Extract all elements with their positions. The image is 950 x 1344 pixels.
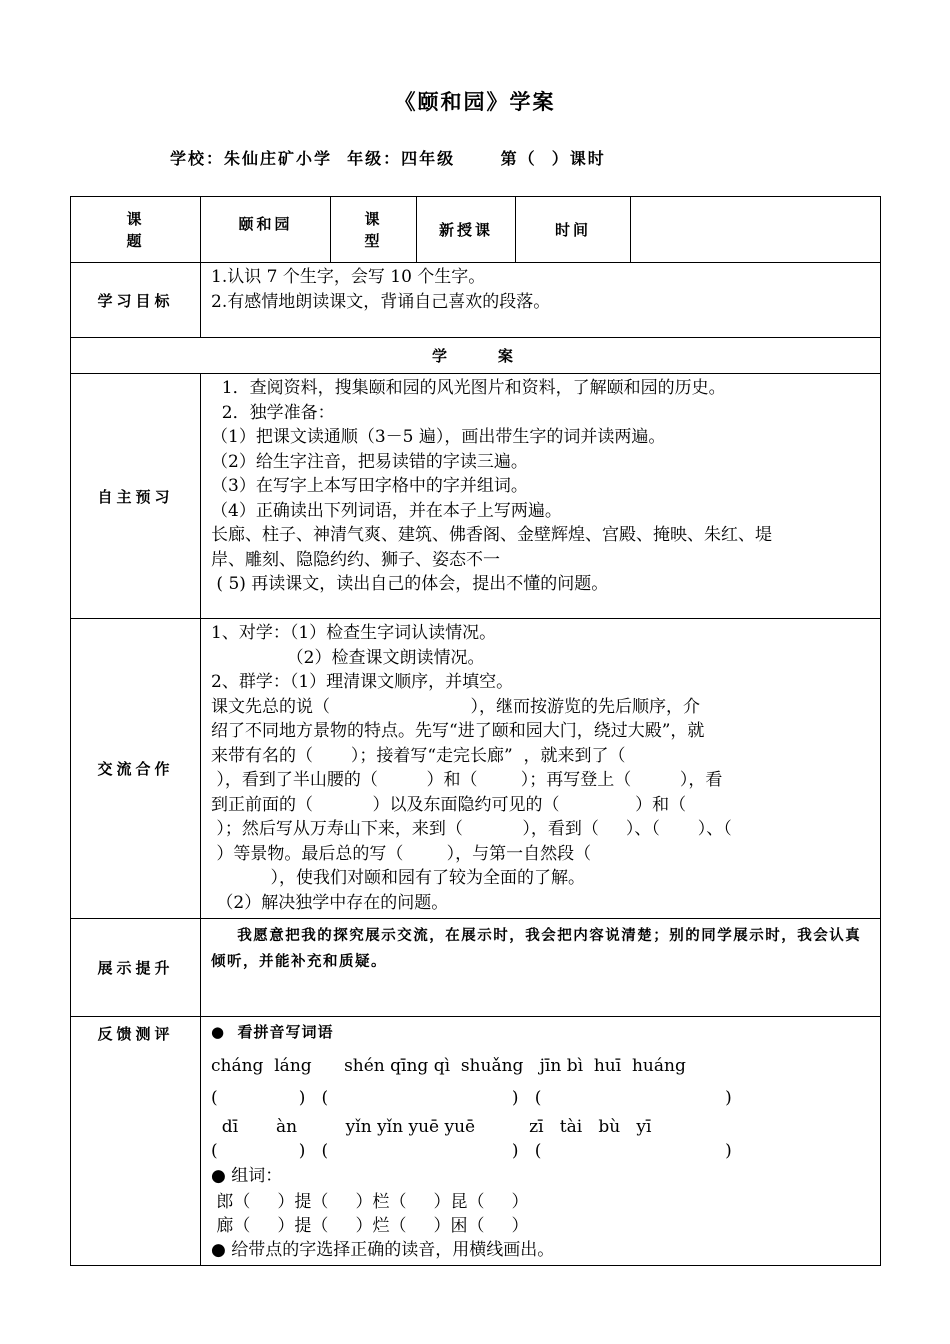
self-study-line: （4）正确读出下列词语，并在本子上写两遍。 <box>211 500 562 521</box>
cooperation-line: （2）解决独学中存在的问题。 <box>211 892 449 913</box>
type-label: 课 型 <box>364 209 383 250</box>
cooperation-label-cell <box>71 619 201 919</box>
section-title-cell <box>71 338 881 374</box>
self-study-label: 自主预习 <box>97 487 174 506</box>
school-info-line: 学校：朱仙庄矿小学 年级：四年级 第（ ）课时 <box>170 149 606 168</box>
self-study-line: （3）在写字上本写田字格中的字并组词。 <box>211 476 528 496</box>
self-study-line: 2．独学准备： <box>211 402 335 423</box>
self-study-line: 长廊、柱子、神清气爽、建筑、佛香阁、金壁辉煌、宫殿、掩映、朱红、堤 <box>211 525 772 545</box>
time-label-cell <box>516 197 631 263</box>
presentation-content <box>201 919 881 1017</box>
topic-value: 颐和园 <box>238 215 293 233</box>
type-value-cell <box>417 197 516 263</box>
presentation-label-cell <box>71 919 201 1017</box>
section-title: 学 案 <box>432 347 519 365</box>
pinyin-row-2: dī àn yǐn yǐn yuē yuē zī tài bù yī <box>211 1117 652 1137</box>
cooperation-line: 绍了不同地方景物的特点。先写“进了颐和园大门，绕过大殿”，就 <box>211 721 705 741</box>
pronunciation-instruction: ● 给带点的字选择正确的读音，用横线画出。 <box>211 1240 555 1260</box>
self-study-line: 岸、雕刻、隐隐约约、狮子、姿态不一 <box>211 549 500 570</box>
pinyin-row-1: cháng láng shén qīng qì shuǎng jīn bì huī huáng <box>211 1056 686 1076</box>
topic-label-cell <box>71 197 201 263</box>
self-study-line: （2）给生字注音，把易读错的字读三遍。 <box>211 451 528 472</box>
lesson-plan-table <box>70 196 881 1266</box>
cooperation-line: 1、对学：（1）检查生字词认读情况。 <box>211 623 497 643</box>
cooperation-label: 交流合作 <box>97 760 174 778</box>
group-words-row-1: 郎（ ）提（ ）栏（ ）昆（ ） <box>211 1192 529 1212</box>
presentation-label: 展示提升 <box>97 959 174 977</box>
cooperation-line: ），看到了半山腰的（ ）和（ ）；再写登上（ ），看 <box>211 770 723 790</box>
cooperation-line: ）；然后写从万寿山下来，来到（ ），看到（ ）、（ ）、（ <box>211 819 732 839</box>
feedback-label-cell <box>71 1017 201 1266</box>
self-study-line: 1．查阅资料，搜集颐和园的风光图片和资料，了解颐和园的历史。 <box>211 378 726 398</box>
goals-content <box>201 263 881 338</box>
type-value: 新授课 <box>438 221 493 239</box>
goals-label-cell <box>71 263 201 338</box>
type-label-cell <box>331 197 417 263</box>
cooperation-line: 到正前面的（ ）以及东面隐约可见的（ ）和（ <box>211 794 687 815</box>
self-study-line: （1）把课文读通顺（3－5 遍），画出带生字的词并读两遍。 <box>211 427 666 447</box>
cooperation-content <box>201 619 881 919</box>
presentation-text: 我愿意把我的探究展示交流，在展示时，我会把内容说清楚；别的同学展示时，我会认真倾听，并能补充和质疑。 <box>211 928 862 970</box>
cooperation-line: （2）检查课文朗读情况。 <box>211 647 485 668</box>
cooperation-line: 课文先总的说（ ），继而按游览的先后顺序，介 <box>211 696 700 717</box>
self-study-label-cell <box>71 374 201 619</box>
time-value-cell <box>631 197 881 263</box>
cooperation-line: 2、群学：（1）理清课文顺序，并填空。 <box>211 672 514 692</box>
goal-line: 1.认识 7 个生字，会写 10 个生字。 <box>211 267 486 287</box>
feedback-heading: ● 看拼音写词语 <box>211 1023 334 1041</box>
self-study-line: ( 5) 再读课文，读出自己的体会，提出不懂的问题。 <box>211 574 609 594</box>
answer-blanks-row-2: ( ) ( ) ( ) <box>211 1141 732 1161</box>
cooperation-line: 来带有名的（ ）；接着写“走完长廊” ，就来到了（ <box>211 745 626 766</box>
goals-label: 学习目标 <box>97 291 174 310</box>
page-title: 《颐和园》学案 <box>394 90 556 114</box>
feedback-label: 反馈测评 <box>97 1025 174 1043</box>
answer-blanks-row-1: ( ) ( ) ( ) <box>211 1088 732 1108</box>
cooperation-line: ）等景物。最后总的写（ ），与第一自然段（ <box>211 843 592 864</box>
cooperation-line: ），使我们对颐和园有了较为全面的了解。 <box>211 868 585 888</box>
goal-line: 2.有感情地朗读课文，背诵自己喜欢的段落。 <box>211 291 551 312</box>
group-words-row-2: 廊（ ）提（ ）烂（ ）困（ ） <box>211 1216 529 1236</box>
feedback-content <box>201 1017 881 1266</box>
topic-label: 课 题 <box>126 209 145 250</box>
topic-value-cell <box>201 197 331 263</box>
group-words-heading: ● 组词： <box>211 1166 283 1186</box>
time-label: 时间 <box>554 221 591 239</box>
self-study-content <box>201 374 881 619</box>
